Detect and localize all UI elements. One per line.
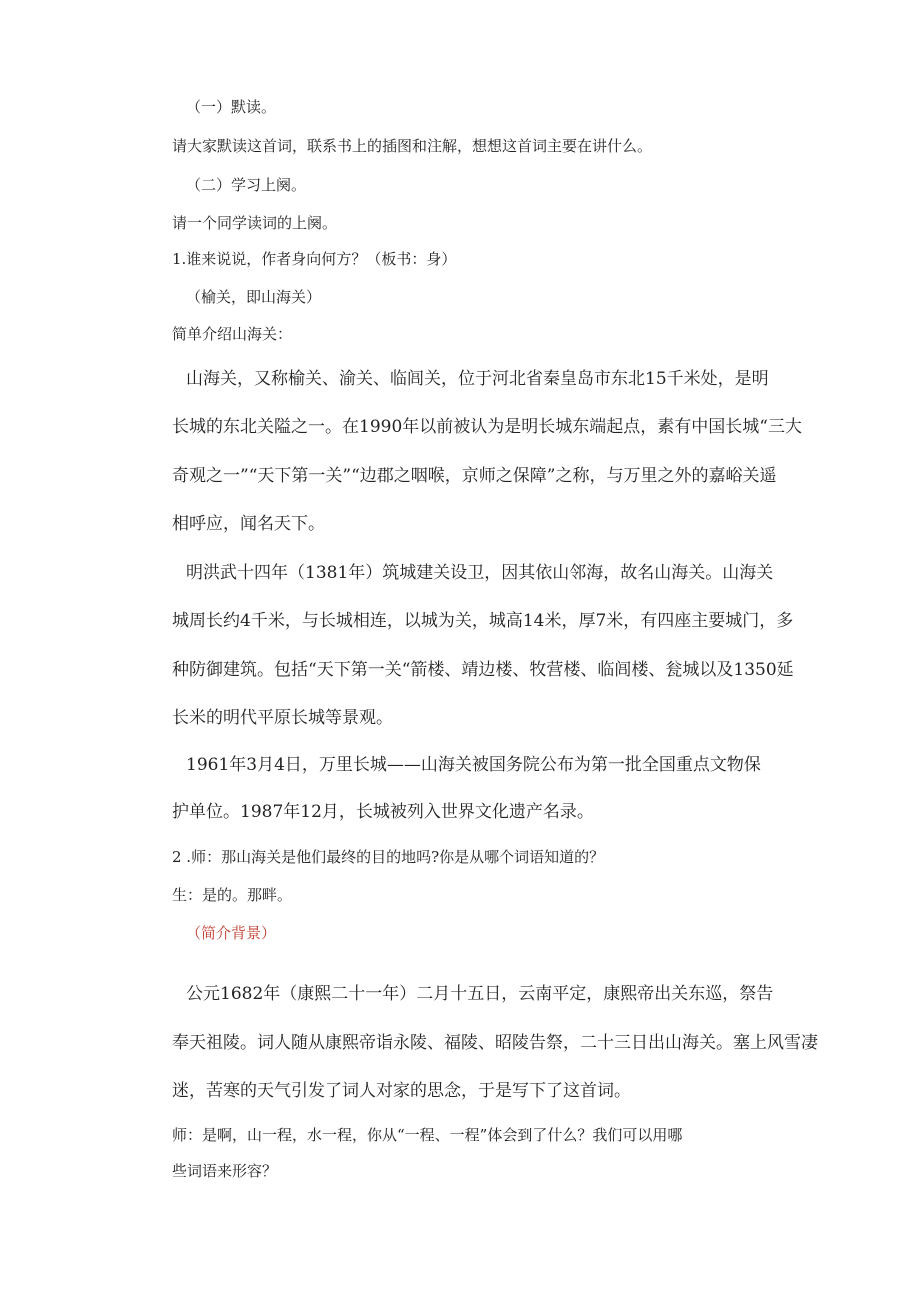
paragraph-line: 长城的东北关隘之一。在1990年以前被认为是明长城东端起点，素有中国长城“三大	[172, 417, 802, 437]
paragraph-line: 简单介绍山海关：	[172, 325, 293, 343]
paragraph-line: 迷，苦寒的天气引发了词人对家的思念，于是写下了这首词。	[172, 1081, 631, 1101]
paragraph-line: 公元1682年（康熙二十一年）二月十五日，云南平定，康熙帝出关东巡，祭告	[186, 984, 774, 1004]
paragraph-line: 1961年3月4日，万里长城——山海关被国务院公布为第一批全国重点文物保	[186, 755, 761, 775]
teacher-line: 师：是啊，山一程，水一程，你从“一程、一程”体会到了什么？我们可以用哪	[172, 1126, 683, 1144]
background-note: （简介背景）	[186, 924, 277, 942]
section-heading-silent-reading: （一）默读。	[186, 98, 277, 116]
question-line: 1.谁来说说，作者身向何方？（板书：身）	[172, 250, 457, 268]
paragraph-line: 护单位。1987年12月，长城被列入世界文化遗产名录。	[172, 802, 594, 822]
section-heading-upper-stanza: （二）学习上阕。	[186, 176, 307, 194]
paragraph-line: 城周长约4千米，与长城相连，以城为关，城高14米，厚7米，有四座主要城门，多	[172, 611, 794, 631]
paragraph-line: 请大家默读这首词，联系书上的插图和注解，想想这首词主要在讲什么。	[172, 137, 653, 155]
paragraph-line: 相呼应，闻名天下。	[172, 514, 325, 534]
paragraph-line: 长米的明代平原长城等景观。	[172, 708, 393, 728]
paragraph-line: 山海关，又称榆关、渝关、临闾关，位于河北省秦皇岛市东北15千米处，是明	[186, 369, 769, 389]
paragraph-line: 明洪武十四年（1381年）筑城建关设卫，因其依山邻海，故名山海关。山海关	[186, 563, 774, 583]
answer-line: 生：是的。那畔。	[172, 886, 293, 904]
teacher-line: 些词语来形容？	[172, 1162, 278, 1180]
note-line: （榆关，即山海关）	[186, 288, 322, 306]
paragraph-line: 奇观之一”“天下第一关”“边郡之咽喉，京师之保障”之称，与万里之外的嘉峪关遥	[172, 466, 777, 486]
paragraph-line: 种防御建筑。包括“天下第一关“箭楼、靖边楼、牧营楼、临闾楼、瓮城以及1350延	[172, 660, 794, 680]
paragraph-line: 奉天祖陵。词人随从康熙帝诣永陵、福陵、昭陵告祭，二十三日出山海关。塞上风雪凄	[172, 1033, 818, 1053]
paragraph-line: 请一个同学读词的上阕。	[172, 214, 338, 232]
question-line: 2 .师：那山海关是他们最终的目的地吗?你是从哪个词语知道的？	[172, 848, 605, 866]
